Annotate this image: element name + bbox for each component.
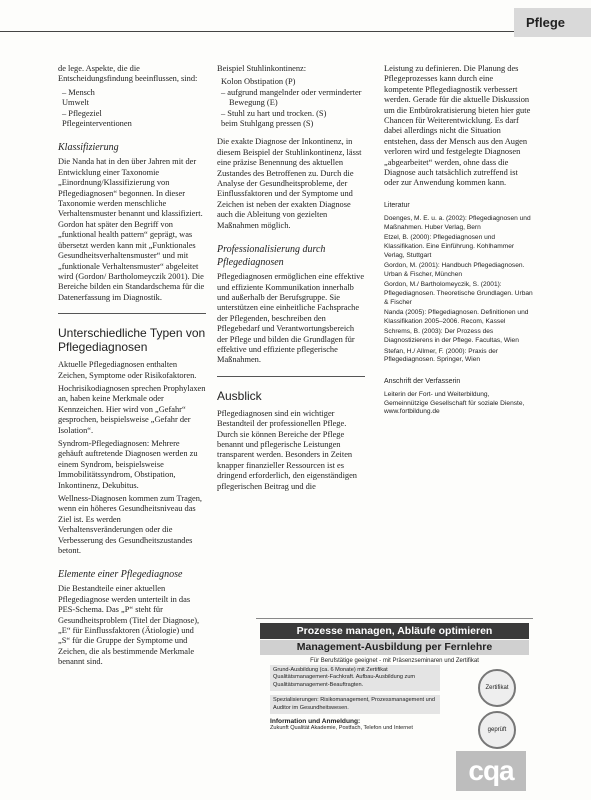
paragraph-types-4: Wellness-Diagnosen kommen zum Tragen, wenn ein höheres Gesundheitsniveau das Ziel ist. Es werden Verhaltensveränderungen oder die Verbesserung des Gesundheitszustandes betont. bbox=[58, 494, 203, 556]
col1-bullets bbox=[58, 88, 206, 130]
column-3 bbox=[384, 64, 534, 417]
heading-types: Unterschiedliche Typen von Pflegediagnosen bbox=[58, 326, 206, 355]
certificate-seal-icon: Zertifikat bbox=[478, 669, 516, 707]
heading-klassifizierung: Klassifizierung bbox=[58, 142, 119, 154]
bullet-item: Umwelt bbox=[62, 98, 89, 108]
heading-professionalisierung: Professionalisierung durch Pflegediagnosen bbox=[217, 244, 326, 269]
literature-item: Nanda (2005): Pflegediagnosen. Definitionen und Klassifikation 2005–2006. Recom, Kassel bbox=[384, 309, 529, 325]
bullet-item: – Pflegeziel bbox=[62, 108, 102, 118]
column-2 bbox=[217, 64, 365, 495]
literature-item: Gordon, M./ Bartholomeyczik, S. (2001): Pflegediagnosen. Theoretische Grundlagen. Urban & Fischer bbox=[384, 281, 533, 306]
section-divider bbox=[58, 313, 206, 314]
example-list bbox=[217, 77, 365, 129]
example-item: – aufgrund mangelnder oder verminderter Bewegung (E) bbox=[221, 87, 362, 108]
literature-item: Stefan, H./ Allmer, F. (2000): Praxis der Pflegediagnosen. Springer, Wien bbox=[384, 347, 498, 364]
ad-subtitle-bar: Management-Ausbildung per Fernlehre bbox=[260, 640, 529, 655]
bullet-item: – Mensch bbox=[62, 87, 95, 97]
paragraph-continued: Leistung zu definieren. Die Planung des Pflegeprozesses kann durch eine kompetente Pflegediagnostik verbessert werden. Gerade für die aktuelle Diskussion um die Entbürokratisierung bieten hier gute Chancen für Weiterentwicklung. Es darf dabei allerdings nicht die Situation entstehen, dass der Mensch aus den Augen verloren wird und festgelegte Diagnosen „abgearbeitet“ werden, ohne dass die Diagnose auch tatsächlich zutreffend ist oder zur Anwendung kommen kann. bbox=[384, 64, 531, 188]
ad-text-1: Grund-Ausbildung (ca. 6 Monate) mit Zertifikat Qualitätsmanagement-Fachkraft. Aufbau-Ausbildung zum Qualitätsmanagement-Beauftragten. bbox=[270, 665, 440, 691]
bullet-item: Pflegeinterventionen bbox=[62, 119, 132, 129]
paragraph-ausblick: Pflegediagnosen sind ein wichtiger Bestandteil der professionellen Pflege. Durch sie können Bereiche der Pflege benannt und pflegerische Leistungen transparent werden. Besonders in Zeiten knapper finanzieller Ressourcen ist es dringend erforderlich, den eigenständigen pflegerischen Beitrag und die bbox=[217, 408, 357, 491]
literature-item: Schrems, B. (2003): Der Prozess des Diagnostizierens in der Pflege. Facultas, Wien bbox=[384, 328, 519, 344]
paragraph-elements: Die Bestandteile einer aktuellen Pflegediagnose werden unterteilt in das PES-Schema. Das „P“ steht für Gesundheitsproblem (Titel der Diagnose), „E“ für Einflussfaktoren (Ätiologie) und „S“ für die Gruppe der Symptome und Zeichen, die als bestimmende Merkmale benannt sind. bbox=[58, 584, 200, 667]
quality-seal-icon: geprüft bbox=[478, 711, 516, 749]
cqa-logo: cqa bbox=[456, 751, 526, 791]
heading-elements: Elemente einer Pflegediagnose bbox=[58, 569, 183, 581]
col1-intro: de lege. Aspekte, die die Entscheidungsfindung beeinflussen, sind: bbox=[58, 64, 198, 84]
author-heading: Anschrift der Verfasserin bbox=[384, 377, 461, 385]
literature-item: Gordon, M. (2001): Handbuch Pflegediagnosen. Urban & Fischer, München bbox=[384, 262, 525, 278]
example-heading: Beispiel Stuhlinkontinenz: bbox=[217, 64, 307, 73]
paragraph-types-2: Hochrisikodiagnosen sprechen Prophylaxen an, haben keine Merkmale oder Kennzeichen. Hier wird von „Gefahr“ gesprochen, beispielsweise „Gefahr der Isolation“. bbox=[58, 383, 206, 435]
literature-heading: Literatur bbox=[384, 201, 410, 209]
paragraph-types-1: Aktuelle Pflegediagnosen enthalten Zeichen, Symptome oder Risikofaktoren. bbox=[58, 360, 197, 380]
example-item: – Stuhl zu hart und trocken. (S) bbox=[221, 108, 327, 118]
ad-text-2: Spezialisierungen: Risikomanagement, Prozessmanagement und Auditor im Gesundheitswesen. bbox=[270, 695, 440, 714]
ad-body bbox=[270, 665, 440, 733]
author-address: Leiterin der Fort- und Weiterbildung, Gemeinnützige Gesellschaft für soziale Dienste, www.fortbildung.de bbox=[384, 391, 525, 416]
ad-info-heading: Information und Anmeldung: bbox=[270, 718, 361, 726]
section-divider bbox=[217, 376, 365, 377]
ad-tagline: Für Berufstätige geeignet - mit Präsenzseminaren und Zertifikat bbox=[310, 658, 479, 664]
ad-info-text: Zukunft Qualität Akademie, Postfach, Telefon und Internet bbox=[270, 725, 413, 732]
paragraph-professionalisierung: Pflegediagnosen ermöglichen eine effektive und effiziente Kommunikation innerhalb und außerhalb der Berufsgruppe. Sie unterstützen eine einheitliche Fachsprache der Pflegenden, beschreiben den Pflegebedarf und Verantwortungsbereich der Pflege und bilden die Grundlagen für effektive und effiziente pflegerische Maßnahmen. bbox=[217, 272, 365, 365]
paragraph-exact: Die exakte Diagnose der Inkontinenz, in diesem Beispiel der Stuhlinkontinenz, lässt eine präzise Benennung des aktuellen Zustandes des Betroffenen zu. Durch die Analyse der Gesundheitsprobleme, der Einflussfaktoren und der Symptome und Zeichen ist neben der exakten Diagnose auch die Ableitung von gezielten Maßnahmen möglich. bbox=[217, 137, 362, 230]
section-tab: Pflege bbox=[514, 8, 591, 37]
heading-ausblick: Ausblick bbox=[217, 388, 262, 403]
ad-title: Prozesse managen, Abläufe optimieren bbox=[260, 623, 529, 639]
advertisement bbox=[256, 618, 533, 800]
paragraph-types-3: Syndrom-Pflegediagnosen: Mehrere gehäuft auftretende Diagnosen werden zu einem Syndrom, beispielsweise Immobilitätssyndrom, Obstipation, Inkontinenz, Dekubitus. bbox=[58, 438, 198, 490]
literature-list bbox=[384, 215, 534, 365]
example-item: Kolon Obstipation (P) bbox=[221, 77, 296, 87]
example-item: beim Stuhlgang pressen (S) bbox=[221, 119, 314, 129]
column-1 bbox=[58, 64, 206, 671]
literature-item: Doenges, M. E. u. a. (2002): Pflegediagnosen und Maßnahmen. Huber Verlag, Bern bbox=[384, 215, 531, 231]
header-rule bbox=[0, 31, 520, 32]
paragraph-klassifizierung: Die Nanda hat in den über Jahren mit der Entwicklung einer Taxonomie „Einordnung/Klassifizierung von Pflegediagnosen“ begonnen. In dieser Taxonomie werden menschliche Verhaltensmuster benannt und klassifiziert. Gordon hat später den Begriff von „funktional health pattern“ geprägt, was übersetzt werden kann mit „Funktionales Gesundheitsverhaltensmuster“ und mit „funktionale Verhaltensmuster“ abgeleitet wird (Gordon/ Bartholomeyczik 2001). Die Bereiche bilden ein Standardschema für die Datenerfassung im Diagnostik. bbox=[58, 157, 205, 302]
literature-item: Etzel, B. (2000): Pflegediagnosen und Klassifikation. Eine Einführung. Kohlhammer Verlag, Stuttgart bbox=[384, 234, 515, 259]
